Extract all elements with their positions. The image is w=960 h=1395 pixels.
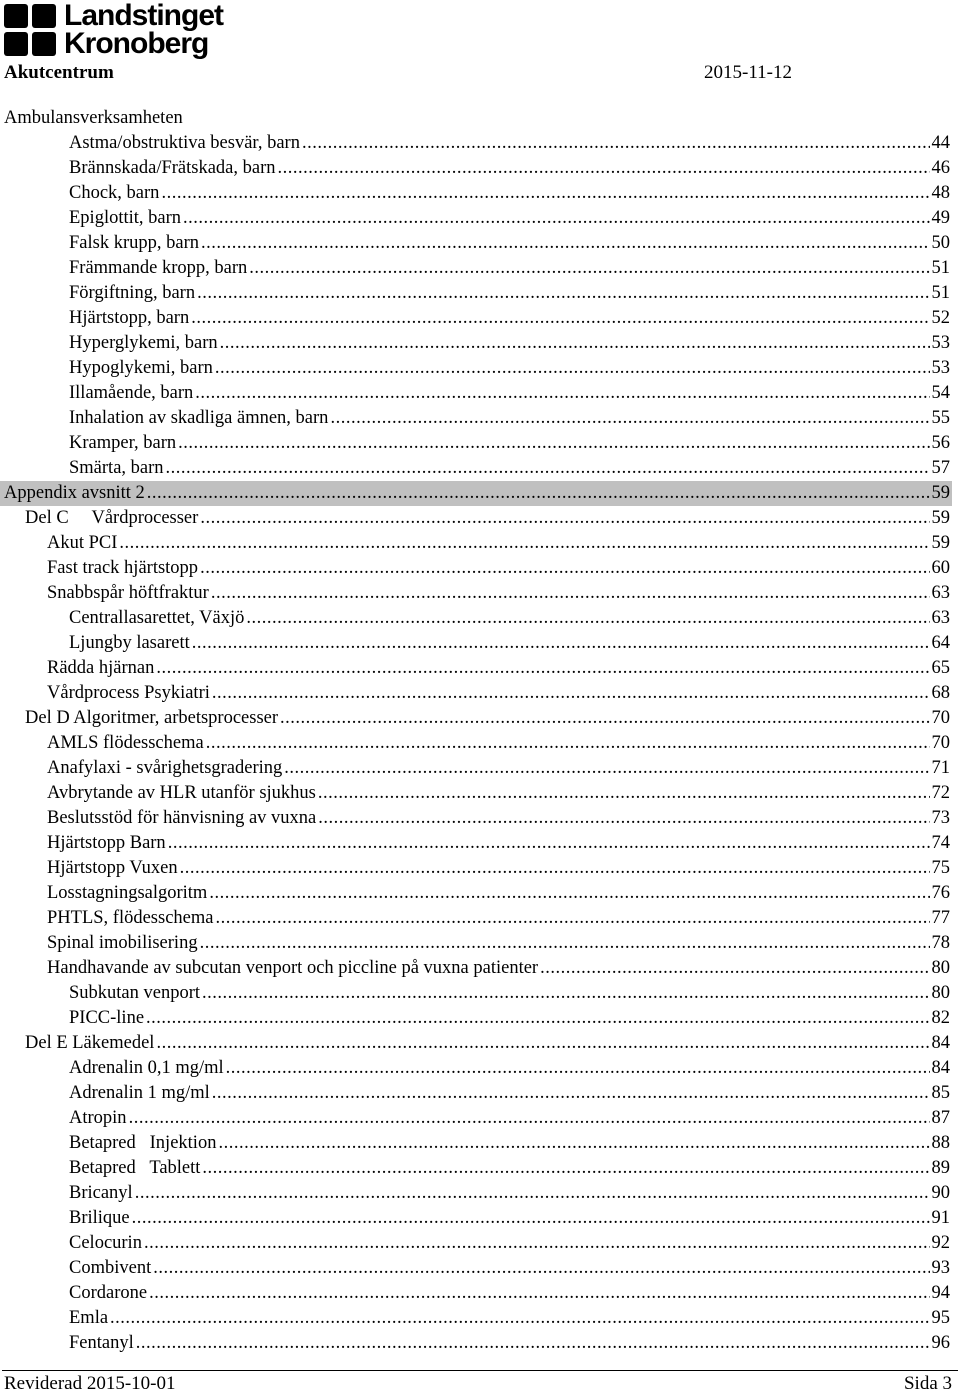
toc-leader-dots [212, 1081, 930, 1106]
toc-entry-page: 51 [931, 283, 950, 303]
toc-entry[interactable] [0, 1181, 952, 1206]
department-name: Akutcentrum [4, 62, 114, 83]
toc-leader-dots [284, 756, 929, 781]
toc-entry-page: 54 [931, 383, 950, 403]
toc-entry-page: 78 [931, 933, 950, 953]
toc-entry-page: 70 [931, 708, 950, 728]
toc-leader-dots [206, 731, 930, 756]
toc-entry-page: 44 [931, 133, 950, 153]
toc-entry[interactable] [0, 906, 952, 931]
table-of-contents [0, 106, 952, 1356]
toc-leader-dots [156, 1031, 929, 1056]
toc-entry-page: 94 [931, 1283, 950, 1303]
toc-entry-title: Atropin [69, 1108, 127, 1128]
toc-leader-dots [209, 881, 929, 906]
toc-entry-title: Chock, barn [69, 183, 160, 203]
toc-entry[interactable] [0, 281, 952, 306]
toc-entry-title: Astma/obstruktiva besvär, barn [69, 133, 300, 153]
toc-entry[interactable] [0, 481, 952, 506]
toc-entry-page: 48 [931, 183, 950, 203]
toc-entry-page: 85 [931, 1083, 950, 1103]
toc-leader-dots [180, 856, 930, 881]
toc-leader-dots [146, 1006, 929, 1031]
toc-entry-title: Adrenalin 0,1 mg/ml [69, 1058, 224, 1078]
toc-leader-dots [218, 1131, 929, 1156]
toc-entry-page: 59 [931, 533, 950, 553]
toc-entry[interactable] [0, 456, 952, 481]
toc-entry[interactable] [0, 806, 952, 831]
logo-line-2: Kronoberg [64, 27, 209, 60]
toc-entry-page: 46 [931, 158, 950, 178]
toc-entry-title: Rädda hjärnan [47, 658, 155, 678]
toc-entry-page: 89 [931, 1158, 950, 1178]
toc-leader-dots [200, 556, 929, 581]
toc-entry[interactable] [0, 981, 952, 1006]
toc-entry-page: 77 [931, 908, 950, 928]
toc-entry-page: 63 [931, 583, 950, 603]
toc-entry-page: 50 [931, 233, 950, 253]
toc-leader-dots [215, 356, 930, 381]
toc-entry-title: Brilique [69, 1208, 130, 1228]
toc-entry[interactable] [0, 681, 952, 706]
toc-entry-title: Centrallasarettet, Växjö [69, 608, 245, 628]
toc-leader-dots [280, 706, 929, 731]
toc-leader-dots [249, 256, 929, 281]
toc-entry[interactable] [0, 881, 952, 906]
toc-entry-page: 80 [931, 958, 950, 978]
toc-entry[interactable] [0, 1306, 952, 1331]
logo [4, 2, 234, 60]
toc-entry[interactable] [0, 506, 952, 531]
toc-entry[interactable] [0, 381, 952, 406]
toc-leader-dots [129, 1106, 930, 1131]
toc-entry[interactable] [0, 156, 952, 181]
toc-entry-page: 88 [931, 1133, 950, 1153]
toc-entry-page: 76 [931, 883, 950, 903]
toc-entry[interactable] [0, 1106, 952, 1131]
toc-leader-dots [144, 1231, 930, 1256]
toc-leader-dots [200, 506, 929, 531]
toc-entry-title: Adrenalin 1 mg/ml [69, 1083, 210, 1103]
toc-leader-dots [161, 181, 929, 206]
toc-entry-page: 73 [931, 808, 950, 828]
toc-entry[interactable] [0, 356, 952, 381]
toc-leader-dots [147, 481, 930, 506]
toc-entry-title: Hjärtstopp, barn [69, 308, 190, 328]
toc-leader-dots [168, 831, 930, 856]
toc-entry-page: 70 [931, 733, 950, 753]
toc-entry-page: 68 [931, 683, 950, 703]
toc-entry[interactable] [0, 431, 952, 456]
toc-leader-dots [212, 681, 930, 706]
toc-entry-page: 92 [931, 1233, 950, 1253]
toc-entry-title: Betapred Tablett [69, 1158, 201, 1178]
toc-entry-page: 57 [931, 458, 950, 478]
toc-leader-dots [200, 931, 930, 956]
toc-leader-dots [156, 656, 929, 681]
toc-entry-title: Hyperglykemi, barn [69, 333, 218, 353]
toc-entry-title: Illamående, barn [69, 383, 194, 403]
toc-entry-page: 96 [931, 1333, 950, 1353]
toc-entry-title: Del C Vårdprocesser [25, 508, 199, 528]
toc-entry-title: Fast track hjärtstopp [47, 558, 199, 578]
toc-entry[interactable] [0, 1081, 952, 1106]
toc-entry-page: 65 [931, 658, 950, 678]
toc-entry-page: 51 [931, 258, 950, 278]
toc-entry-title: Fentanyl [69, 1333, 134, 1353]
toc-entry-page: 80 [931, 983, 950, 1003]
toc-entry-title: AMLS flödesschema [47, 733, 204, 753]
toc-entry-page: 72 [931, 783, 950, 803]
toc-entry[interactable] [0, 956, 952, 981]
toc-entry[interactable] [0, 1031, 952, 1056]
toc-leader-dots [183, 206, 929, 231]
toc-entry-title: Brännskada/Frätskada, barn [69, 158, 276, 178]
toc-entry[interactable] [0, 556, 952, 581]
footer-divider [2, 1370, 958, 1371]
toc-leader-dots [135, 1181, 930, 1206]
toc-entry-title: Förgiftning, barn [69, 283, 196, 303]
toc-leader-dots [540, 956, 929, 981]
toc-leader-dots [201, 231, 930, 256]
toc-entry-title: PHTLS, flödesschema [47, 908, 214, 928]
toc-entry-title: Vårdprocess Psykiatri [47, 683, 210, 703]
toc-entry[interactable] [0, 1281, 952, 1306]
toc-entry-title: Subkutan venport [69, 983, 201, 1003]
toc-entry[interactable] [0, 756, 952, 781]
toc-entry-page: 59 [931, 483, 950, 503]
toc-entry[interactable] [0, 631, 952, 656]
toc-entry-page: 95 [931, 1308, 950, 1328]
toc-entry[interactable] [0, 106, 952, 131]
toc-entry-page: 84 [931, 1033, 950, 1053]
toc-entry-page: 82 [931, 1008, 950, 1028]
toc-entry-title: Akut PCI [47, 533, 118, 553]
toc-entry[interactable] [0, 306, 952, 331]
toc-entry-page: 59 [931, 508, 950, 528]
toc-entry-title: Inhalation av skadliga ämnen, barn [69, 408, 329, 428]
document-date: 2015-11-12 [704, 62, 792, 83]
toc-leader-dots [195, 381, 929, 406]
toc-entry[interactable] [0, 206, 952, 231]
toc-entry[interactable] [0, 1256, 952, 1281]
toc-leader-dots [166, 456, 930, 481]
toc-entry-title: Betapred Injektion [69, 1133, 217, 1153]
toc-entry-title: Smärta, barn [69, 458, 164, 478]
toc-entry-title: Epiglottit, barn [69, 208, 182, 228]
toc-entry[interactable] [0, 931, 952, 956]
toc-entry[interactable] [0, 1056, 952, 1081]
toc-entry-title: Kramper, barn [69, 433, 177, 453]
toc-entry-title: Combivent [69, 1258, 152, 1278]
toc-leader-dots [215, 906, 929, 931]
toc-entry[interactable] [0, 531, 952, 556]
toc-leader-dots [132, 1206, 930, 1231]
toc-entry-page: 63 [931, 608, 950, 628]
toc-leader-dots [192, 631, 930, 656]
toc-leader-dots [318, 781, 930, 806]
toc-entry[interactable] [0, 1006, 952, 1031]
toc-entry[interactable] [0, 781, 952, 806]
toc-leader-dots [278, 156, 930, 181]
toc-leader-dots [211, 581, 930, 606]
toc-entry-title: Anafylaxi - svårighetsgradering [47, 758, 283, 778]
toc-entry-title: Appendix avsnitt 2 [4, 483, 145, 503]
toc-entry-title: Hjärtstopp Vuxen [47, 858, 178, 878]
toc-entry-page: 64 [931, 633, 950, 653]
toc-entry-page: 74 [931, 833, 950, 853]
toc-entry-title: PICC-line [69, 1008, 145, 1028]
toc-entry-title: Hypoglykemi, barn [69, 358, 213, 378]
toc-entry-page: 52 [931, 308, 950, 328]
toc-entry-title: Bricanyl [69, 1183, 133, 1203]
toc-entry[interactable] [0, 406, 952, 431]
toc-leader-dots [246, 606, 929, 631]
toc-leader-dots [202, 981, 929, 1006]
toc-leader-dots [153, 1256, 929, 1281]
toc-entry-page: 55 [931, 408, 950, 428]
toc-entry-title: Spinal imobilisering [47, 933, 198, 953]
toc-leader-dots [302, 131, 930, 156]
toc-entry[interactable] [0, 231, 952, 256]
toc-entry[interactable] [0, 181, 952, 206]
page-number: Sida 3 [903, 1373, 952, 1394]
toc-leader-dots [226, 1056, 930, 1081]
toc-entry-page: 91 [931, 1208, 950, 1228]
toc-entry-title: Celocurin [69, 1233, 142, 1253]
toc-leader-dots [202, 1156, 929, 1181]
toc-leader-dots [110, 1306, 929, 1331]
toc-entry-title: Handhavande av subcutan venport och piccline på vuxna patienter [47, 958, 539, 978]
toc-entry[interactable] [0, 656, 952, 681]
toc-leader-dots [119, 531, 929, 556]
toc-entry-page: 75 [931, 858, 950, 878]
toc-entry-title: Cordarone [69, 1283, 148, 1303]
toc-leader-dots [149, 1281, 929, 1306]
toc-entry[interactable] [0, 1231, 952, 1256]
toc-entry[interactable] [0, 731, 952, 756]
toc-entry-page: 93 [931, 1258, 950, 1278]
toc-entry-page: 60 [931, 558, 950, 578]
toc-entry[interactable] [0, 256, 952, 281]
toc-entry-page: 87 [931, 1108, 950, 1128]
toc-leader-dots [330, 406, 929, 431]
toc-entry-title: Hjärtstopp Barn [47, 833, 166, 853]
toc-entry-title: Främmande kropp, barn [69, 258, 248, 278]
toc-leader-dots [178, 431, 929, 456]
toc-entry-title: Emla [69, 1308, 109, 1328]
toc-entry-page: 84 [931, 1058, 950, 1078]
toc-entry-title: Ambulansverksamheten [4, 108, 183, 128]
toc-entry-title: Del D Algoritmer, arbetsprocesser [25, 708, 279, 728]
toc-entry-title: Losstagningsalgoritm [47, 883, 208, 903]
toc-entry-title: Beslutsstöd för hänvisning av vuxna [47, 808, 317, 828]
toc-entry[interactable] [0, 831, 952, 856]
revision-date: Reviderad 2015-10-01 [4, 1373, 176, 1394]
toc-leader-dots [191, 306, 929, 331]
toc-entry-page: 49 [931, 208, 950, 228]
toc-entry[interactable] [0, 606, 952, 631]
toc-entry[interactable] [0, 331, 952, 356]
toc-entry[interactable] [0, 1331, 952, 1356]
toc-leader-dots [136, 1331, 930, 1356]
toc-entry-title: Falsk krupp, barn [69, 233, 199, 253]
toc-leader-dots [220, 331, 930, 356]
toc-entry-page: 90 [931, 1183, 950, 1203]
toc-leader-dots [318, 806, 929, 831]
toc-entry-title: Snabbspår höftfraktur [47, 583, 209, 603]
toc-entry[interactable] [0, 581, 952, 606]
logo-mark-icon [4, 2, 58, 58]
toc-leader-dots [197, 281, 929, 306]
toc-entry[interactable] [0, 1131, 952, 1156]
toc-entry-title: Avbrytande av HLR utanför sjukhus [47, 783, 316, 803]
toc-entry-title: Del E Läkemedel [25, 1033, 155, 1053]
toc-entry-page: 56 [931, 433, 950, 453]
toc-entry-page: 71 [931, 758, 950, 778]
toc-entry-page: 53 [931, 333, 950, 353]
toc-entry[interactable] [0, 131, 952, 156]
toc-entry[interactable] [0, 1156, 952, 1181]
toc-entry-title: Ljungby lasarett [69, 633, 190, 653]
toc-entry-page: 53 [931, 358, 950, 378]
logo-line-1: Landstinget [64, 0, 223, 32]
toc-entry[interactable] [0, 856, 952, 881]
toc-entry[interactable] [0, 1206, 952, 1231]
toc-entry[interactable] [0, 706, 952, 731]
